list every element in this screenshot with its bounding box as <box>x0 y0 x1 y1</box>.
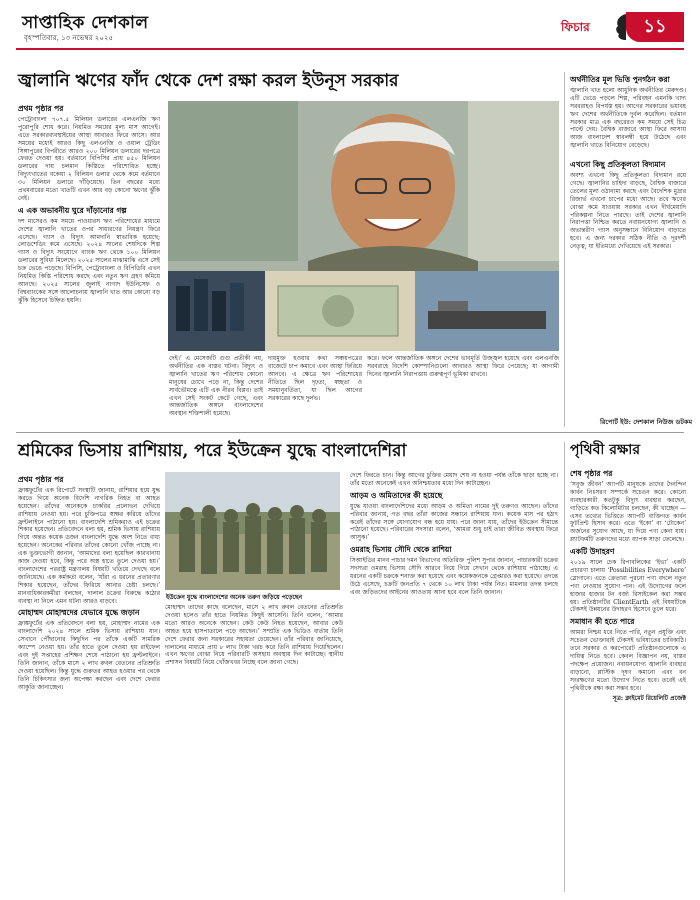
paper-name: সাপ্তাহিক দেশকাল <box>22 13 149 33</box>
article2-photo <box>165 472 340 590</box>
article3-text-1: ‘সবুজ জীবন’ অ্যাপটি মানুষকে তাদের দৈনন্দিন কার্বন নিঃসরণ সম্পর্কে সচেতন করে। কোনো ব্যবহারকারী কতটুকু বিদ্যুৎ ব্যবহার করছেন, গাড়িতে কত কিলোমিটার চলছেন, কী খাচ্ছেন — এসব তথ্যের ভিত্তিতে অ্যাপটি ব্যক্তিগত কার্বন ফুটপ্রিন্ট হিসাব করে। এতে ‘ইকো’ বা ‘টোকেন’ অর্জনের সুযোগ আছে, যা দিয়ে পণ্য কেনা যায়। প্ল্যাটফর্মটি তরুণদের মধ্যে ব্যাপক সাড়া ফেলেছে। <box>570 480 686 544</box>
article2-body-2: ফ্রাঙ্কফুর্টের এক প্রতিবেদনে বলা হয়, মোহাম্মদ নামের এক বাংলাদেশি ২০২৪ সালে শ্রমিক ভিসায় রাশিয়ায় যান। সেখানে পৌঁছানোর কিছুদিন পর তাঁকে একটি সামরিক ক্যাম্পে নেওয়া হয়। তাঁর হাতে তুলে দেওয়া হয় রাইফেল এবং দুই সপ্তাহের প্রশিক্ষণ শেষে পাঠানো হয় ফ্রন্টলাইনে। তিনি জানান, তাঁকে মাসে ২ লাখ রুবল বেতনের প্রতিশ্রুতি দেওয়া হয়েছিল। কিন্তু যুদ্ধে গুরুতর আহত হওয়ার পর থেকে তিনি চিকিৎসার জন্য অপেক্ষা করছেন এবং দেশে ফেরার আকুতি জানাচ্ছেন। <box>18 620 160 691</box>
article1-mid-text: দেই।’ এ মেসেজটি গুগু প্রতীকী নয়, অর্থনীতির এক বাস্তব ঘটনা। বিদ্যুৎ ও জ্বালানি খাতের ঋণ পরিশোধ কোনো মানুষের চোখে পড়ে না, কিন্তু দেশের সার্বভৌমত্বে এটি এক নীরব বিপ্লব। তাই এখন সেই সংকট কেটে গেছে, এবং আন্তর্জাতিক অঙ্গনে বাংলাদেশের অবস্থান শক্তিশালী হয়েছে। <box>169 355 263 418</box>
sidebar-subhead-2: এখনো কিছু প্রতিকূলতা বিদ্যমান <box>570 160 666 170</box>
sidebar-text-2: অবশ্য এখনো কিছু প্রতিকূলতা বিদ্যমান রয়ে গেছে। জ্বালানির চাহিদা বাড়ছে, বৈশ্বিক বাজারে তেলের মূল্য ওঠানামা করছে এবং বৈদেশিক মুদ্রার রিজার্ভ এখনো চাপের মধ্যে আছে। তবে ঋণের বোঝা কমে যাওয়ায় সরকার এখন দীর্ঘমেয়াদি পরিকল্পনা নিতে পারছে। তাই দেশের জ্বালানি নিরাপত্তা নিশ্চিত করতে নবায়নযোগ্য জ্বালানি ও অভ্যন্তরীণ গ্যাস অনুসন্ধানে বিনিয়োগ বাড়াতে হবে। এ জন্য দরকার সঠিক নীতি ও দূরদর্শী নেতৃত্ব, যা ইতিমধ্যে দেখিয়েছে এই সরকার। <box>570 172 686 251</box>
article3-text-3: আমরা নিশ্চয় ধরে নিতে পারি, নতুন প্রযুক্তি এবং সচেতন ভোক্তারাই টেকসই ভবিষ্যতের চাবিকাঠি। তবে সরকার ও করপোরেট প্রতিষ্ঠানগুলোকে এ দায়িত্ব নিতে হবে। কেবল বিজ্ঞাপন নয়, বাস্তব পদক্ষেপ প্রয়োজন। নবায়নযোগ্য জ্বালানি ব্যবহার বাড়ানো, প্লাস্টিক দূষণ কমানো এবং বন সংরক্ষণের মতো উদ্যোগ নিতে হবে। তবেই এই পৃথিবীকে রক্ষা করা সম্ভব হবে। <box>570 629 686 692</box>
article2-right-text-3: সিআইডির মানব পাচার দমন বিভাগের অতিরিক্ত পুলিশ সুপার জানান, পাচারকারী চক্রের সদস্যরা ওমরাহ ভিসায় সৌদি আরবে নিয়ে গিয়ে সেখান থেকে রাশিয়ায় পাঠাচ্ছে। এ ধরনের একটি চক্রকে শনাক্ত করা হয়েছে এবং কয়েকজনকে গ্রেপ্তারও করা হয়েছে। তদন্তে উঠে এসেছে, চক্রটি জনপ্রতি ৭ থেকে ১০ লাখ টাকা পর্যন্ত নিত। মামলার তদন্ত চলছে এবং জড়িতদের আইনের আওতায় আনা হবে বলে তিনি জানান। <box>350 557 558 596</box>
article3-cont-label: শেষ পৃষ্ঠার পর <box>570 469 613 478</box>
article1-cont-label: প্রথম পৃষ্ঠার পর <box>18 104 64 113</box>
article2-right-text-2: যুদ্ধে যাওয়া বাংলাদেশিদের মধ্যে আড়ম ও অমিতা নামের দুই তরুণও আছেন। তাঁদের পরিবার জানায়, গত বছর তাঁরা কাজের সন্ধানে রাশিয়ায় যান। কয়েক মাস পর হঠাৎ করেই তাঁদের সঙ্গে যোগাযোগ বন্ধ হয়ে যায়। পরে জানা যায়, তাঁদের ইউক্রেন সীমান্তে পাঠানো হয়েছে। পরিবারের সদস্যরা বলেন, ‘আমরা শুধু চাই তারা জীবিত অবস্থায় ফিরে আসুক।’ <box>350 502 558 542</box>
article1-body-2: দশ মাসেরও কম সময়ে পাওয়ারস ঋণ পরিশোধের মাধ্যমে দেশের জ্বালানি খাতের ওপর সাধারণের নিয়ন্ত্রণ ফিরে এসেছে। গ্যাস ও বিদ্যুৎ আমদানি স্বাভাবিক হয়েছে; লোডশেডিং কমে এসেছে। ২০২৪ সালের শেষদিকে শিল্প গ্যাস ও বিদ্যুৎ সংযোগে ব্যাংক ঋণ থেকে ১০০ মিলিয়ন ডলারের সুবিধা মিলেছে। ২০২৫ সালের মাঝামাঝি এসে সেই চক্র ভেঙে পড়েছে। বিপিসি, পেট্রোবাংলা ও বিপিডিবি এখন নিয়মিত কিস্তি পরিশোধ করছে এবং নতুন ঋণ গ্রহণ কমিয়ে আনছে। ২০২৫ সালের জুলাই নাগাদ ইউনিসেফ ও বিশ্বব্যাংকের সঙ্গে আলোচনায় জ্বালানি খাত আর কোনো বড় ঝুঁকি হিসেবে চিহ্নিত হয়নি। <box>18 217 160 304</box>
section-label: ফিচার <box>561 20 590 34</box>
dateline: বৃহস্পতিবার, ১৩ নভেম্বর ২০২৫ <box>24 34 114 42</box>
masthead <box>16 8 684 48</box>
article2-column-mid <box>165 604 343 669</box>
column-divider-2 <box>564 442 565 892</box>
article2-subhead-b: ওমরাহ ভিসায় সৌদি থেকে রাশিয়া <box>350 545 452 555</box>
article1-signature: রিপোর্ট ইউ: দেশকাল নিউজ ডটকম <box>600 418 693 426</box>
section-divider <box>16 432 684 433</box>
article2-photo-caption: ইউক্রেন যুদ্ধে বাংলাদেশের অনেক তরুণ জড়িয়ে পড়েছেন <box>166 594 303 601</box>
article2-cont-label: প্রথম পৃষ্ঠার পর <box>18 475 64 484</box>
article1-headline: জ্বালানি ঋণের ফাঁদ থেকে দেশ রক্ষা করল ইউনূস সরকার <box>18 71 399 91</box>
sidebar-column <box>570 72 686 253</box>
column-divider <box>564 72 565 427</box>
article1-mid-text-3: করে। ফলে আন্তর্জাতিক অঙ্গনে দেশের ভাবমূর্তি উজ্জ্বল হয়েছে এবং এলএনজি সরবরাহে বিদেশি কোম্পানিগুলো আবারও আস্থা ফিরে পেয়েছে; যা আগামী দিনের জ্বালানি নিরাপত্তায় গুরুত্বপূর্ণ ভূমিকা রাখবে। <box>367 355 559 378</box>
article3-source: সূত্র: ক্লাইমেট রিয়েলিটি প্রজেক্ট <box>612 694 686 702</box>
article2-body: ফ্রাঙ্কফুর্টের এক রিপোর্টে সংস্থাটি জানায়, রাশিয়ার হয়ে যুদ্ধ করতে গিয়ে অনেক বিদেশি নাগরিক নিহত বা আহত হয়েছেন। তাঁদের অনেককে চাকরির প্রলোভন দেখিয়ে রাশিয়ায় নেওয়া হয়। পরে চুক্তিপত্রে স্বাক্ষর করিয়ে তাঁদের ফ্রন্টলাইনে পাঠানো হয়। বাংলাদেশি শ্রমিকরাও এই চক্রের শিকার হয়েছেন। প্রতিবেদনে বলা হয়, শ্রমিক ভিসায় রাশিয়ায় গিয়ে অন্তত কয়েক ডজন বাংলাদেশি যুদ্ধে অংশ নিতে বাধ্য হয়েছেন। অনেকের পরিবার তাঁদের কোনো খোঁজ পাচ্ছে না। এক ভুক্তভোগী জানান, ‘আমাদের বলা হয়েছিল কারখানায় কাজ দেওয়া হবে, কিন্তু পরে অস্ত্র হাতে তুলে দেওয়া হয়।’ বাংলাদেশের পররাষ্ট্র মন্ত্রণালয় বিষয়টি খতিয়ে দেখছে বলে জানিয়েছে। এক কর্মকর্তা বলেন, ‘যাঁরা এ ধরনের প্রতারণার শিকার হয়েছেন, তাঁদের ফিরিয়ে আনার চেষ্টা চলছে।’ মানবাধিকারকর্মীরা বলছেন, দালাল চক্রের বিরুদ্ধে কঠোর ব্যবস্থা না নিলে এমন ঘটনা আরও বাড়বে। <box>18 486 160 605</box>
article1-body: পেট্রোবাংলা ৭০৭.৫ মিলিয়ন ডলারের এলএনজি ঋণ পুরোপুরি শোধ করে। নিয়মিত সময়ের মূল্য মাস আগেই। এতে সরকারব্যবস্থাইয়ের আস্থা আবারও ফিরে আসে। আর সময়ের মধ্যেই আরও কিছু এলএনজি ও ওয়াল ট্রেডিং সিঙ্গাপুরের বিপরীতে আরও ২০০ মিলিয়ন ডলারের দরপত্রে ফেরত দেওয়া হয়। বর্তমানে বিপিসির প্রায় ৪৫০ মিলিয়ন ডলারের দায় চলমান কিস্তিতে পরিশোধিত হচ্ছে। বিদ্যুৎখাতের বকেয়া ২ বিলিয়ন ডলার থেকে কমে বর্তমানে ৩০ মিলিয়ন ডলারে দাঁড়িয়েছে। তিন বছরের মধ্যে প্রথমবারের মতো খাতটি এখন আর বড় কোনো ঋণের ঝুঁকি নেই। <box>18 115 160 202</box>
article3-subhead-2: সমাধান কী হতে পারে <box>570 617 635 627</box>
article2-right-text: দেশে ফিরতে চান। কিন্তু আগের চুক্তির মেয়াদ শেষ না হওয়া পর্যন্ত তাঁকে ছাড়া হচ্ছে না। তাঁর মতো অনেকেই এখন অনিশ্চয়তার মধ্যে দিন কাটাচ্ছেন। <box>350 472 558 487</box>
yunus-smiling-image <box>168 101 559 351</box>
article1-column-left <box>18 101 160 307</box>
sidebar-subhead-1: অর্থনীতির মূল ভিত্তি পুনর্গঠন করা <box>570 75 670 84</box>
page-number: ১১ <box>626 12 684 42</box>
article2-mid-text: মোহাম্মদ তাদের কাছে বলেছেন, মাসে ২ লাখ রুবল বেতনের প্রতিশ্রুতি দেওয়া হলেও তাঁর হাতে নিয়মিত কিছুই আসেনি। তিনি বলেন, ‘আমার মতো আরও অনেকে আছেন। কেউ কেউ নিহত হয়েছেন, আবার কেউ আহত হয়ে হাসপাতালে পড়ে আছেন।’ সম্প্রতি এক ভিডিও বার্তায় তিনি দেশে ফেরার জন্য সরকারের সহায়তা চেয়েছেন। তাঁর পরিবার জানিয়েছে, দালালের মাধ্যমে প্রায় ৮ লাখ টাকা খরচ করে তিনি রাশিয়ায় গিয়েছিলেন। এখন ঋণের বোঝা নিয়ে পরিবারটি অসহায় অবস্থায় দিন কাটাচ্ছে। স্থানীয় প্রশাসন বিষয়টি নিয়ে খোঁজখবর নিচ্ছে বলে জানা গেছে। <box>165 604 343 667</box>
sidebar-text-1: জ্বালানি খাত হলো আধুনিক অর্থনীতির মেরুদণ্ড। এটি ভেঙে পড়লে শিল্প, পরিবহন এমনকি খাদ্য সরবরাহও বিপর্যস্ত হয়। আগের সরকারের ভয়াবহ ঋণ দেশের অর্থনীতিকে দুর্বল করেছিল। বর্তমান সরকার মাত্র এক বছরেরও কম সময়ে সেই চিত্র পাল্টে দেয়। বৈশ্বিক বাজারে আস্থা ফিরে আসায় আজ বাংলাদেশ স্বাবলম্বী হয়ে উঠেছে এবং জ্বালানি খাতে বিনিয়োগ বেড়েছে। <box>570 86 686 150</box>
article1-mid-text-2: দায়মুক্ত হওয়ার কথা সঞ্চয়পত্রের বাজেটে চাপ কমাবে এবং আস্থা ফিরিয়ে আনবে। এ ক্ষেত্রে ঋণ পরিশোধের নীতিতে ছিল দৃঢ়তা, স্বচ্ছতা ও সময়ানুবর্তিতা, যা ছিল আগের সরকারের কাছে দুর্লভ। <box>268 355 362 402</box>
soldiers-group-image <box>165 472 340 590</box>
article1-column-mid-b <box>268 355 362 404</box>
article3-column <box>570 466 686 704</box>
article2-headline: শ্রমিকের ভিসায় রাশিয়ায়, পরে ইউক্রেন যুদ্ধে বাংলাদেশিরা <box>18 441 407 461</box>
article1-column-mid-c <box>367 355 559 381</box>
article3-subhead-1: একটি উদাহরণ <box>570 547 615 557</box>
article2-subhead-a: আড়ম ও অমিতাদের কী হয়েছে <box>350 490 443 500</box>
article1-column-mid-a <box>169 355 263 420</box>
article1-photo <box>168 101 559 351</box>
masthead-rule <box>16 48 684 50</box>
article3-headline: পৃথিবী রক্ষার <box>570 442 641 458</box>
article2-column-right <box>350 472 558 599</box>
article1-subhead: এ এক অভাবনীয় ঘুরে দাঁড়ানোর গল্প <box>18 205 127 215</box>
article2-column-left <box>18 472 160 694</box>
article3-text-2: ২০১৯ সালে চেক রিপাবলিকের ‘ইভা’ একটি প্রচারণা চালায় ‘Possibilities Everywhere’ স্লোগানে। এতে ক্রেতারা পুরনো পণ্য বদলে নতুন পণ্য নেওয়ার সুযোগ পান। এই উদ্যোগের ফলে হাজার হাজার টন বর্জ্য রিসাইকেল করা সম্ভব হয়। প্রতিষ্ঠানটির ClientEarth এই বিষয়টিকে টেকসই উন্নয়নের উদাহরণ হিসেবে তুলে ধরে। <box>570 559 686 614</box>
article2-subhead: মোহাম্মদ মোহাম্মদের যেভাবে যুদ্ধে জড়ান <box>18 608 140 618</box>
